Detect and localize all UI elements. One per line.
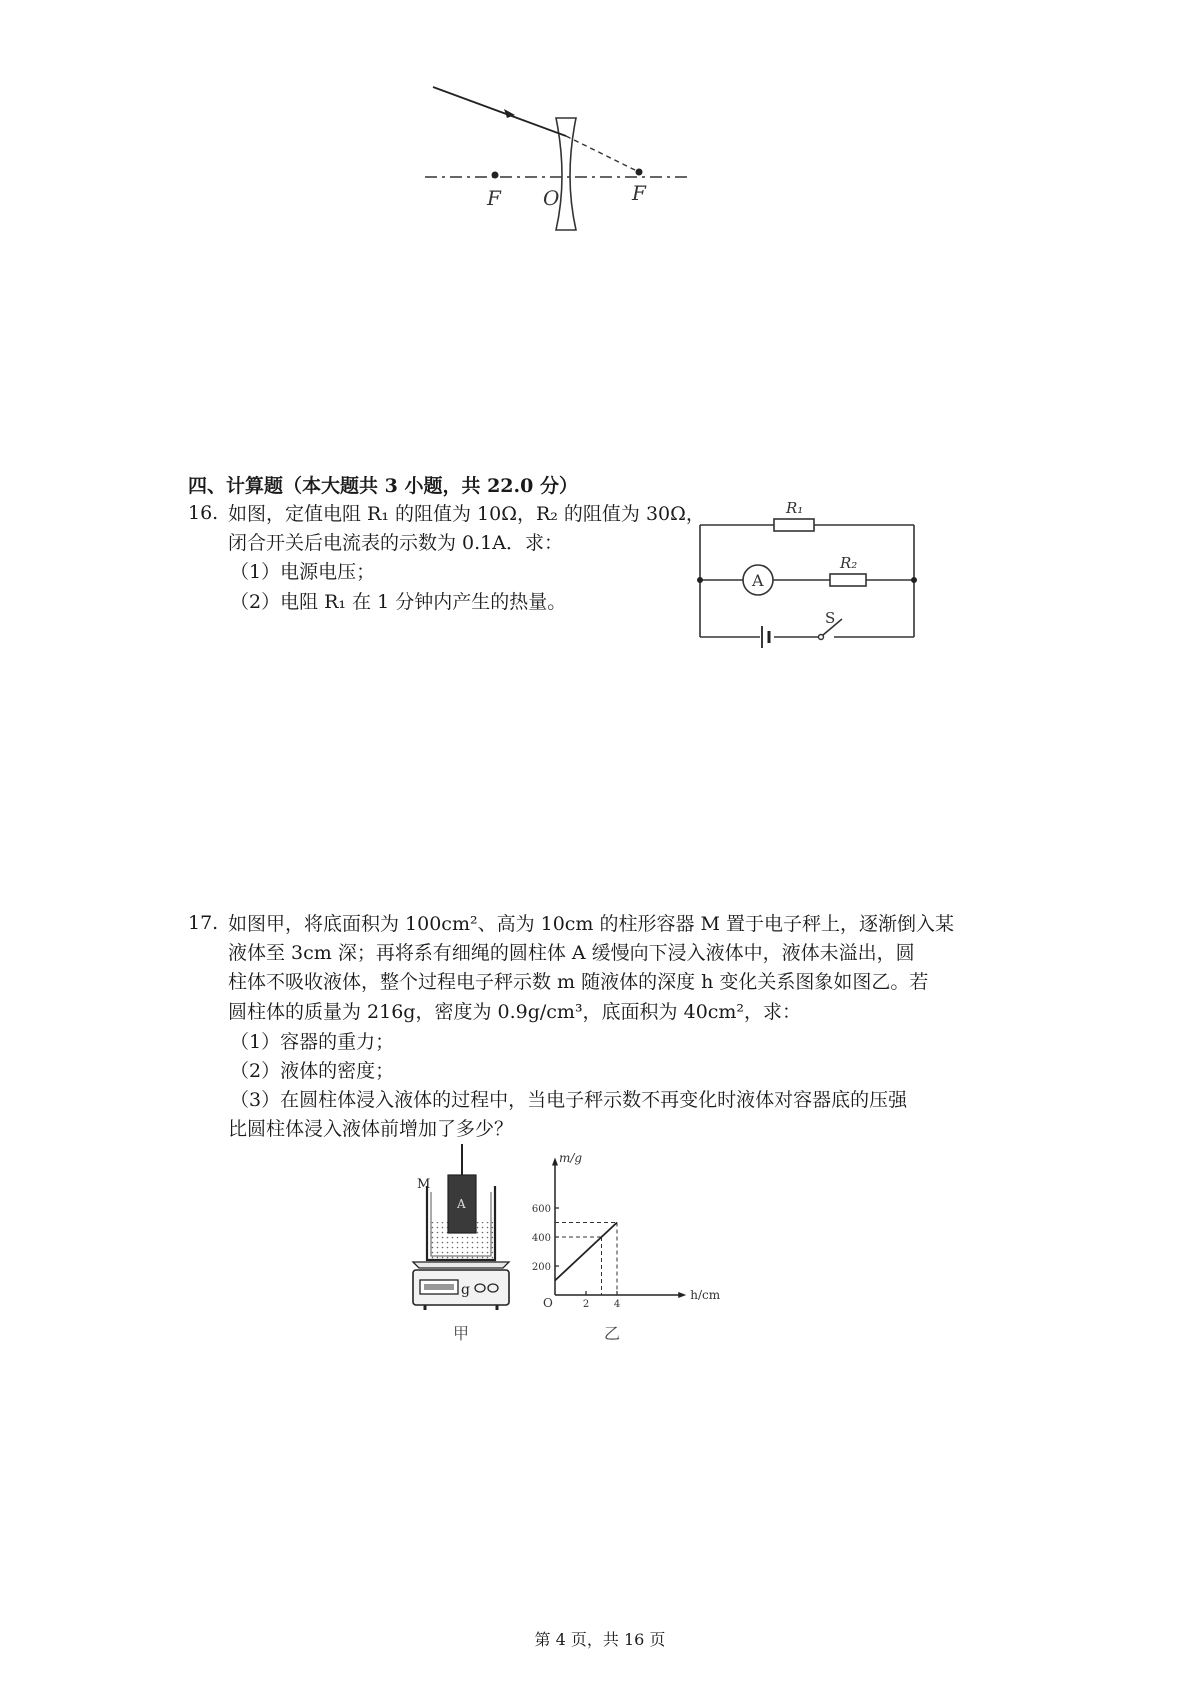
y-tick-label: 200 [531, 1262, 551, 1273]
y-tick-label: 400 [531, 1233, 551, 1244]
container-scale-figure [405, 1140, 523, 1350]
x-axis-label: h/cm [690, 1288, 721, 1302]
concave-lens-ray-diagram [425, 80, 695, 240]
r2-label: R₂ [840, 554, 858, 572]
focus-right-label: F [632, 181, 646, 205]
r1-label: R₁ [786, 499, 804, 517]
focus-left-label: F [487, 186, 501, 210]
page-footer: 第 4 页，共 16 页 [534, 1630, 666, 1649]
focus-left-point [492, 172, 499, 179]
q17-line-3: 柱体不吸收液体，整个过程电子秤示数 m 随液体的深度 h 变化关系图象如图乙。若 [228, 971, 929, 993]
concave-lens [556, 118, 576, 230]
origin-label: O [543, 1296, 553, 1310]
resistor-r1 [774, 519, 814, 531]
circuit-diagram [690, 495, 925, 647]
q17-line-5: （1）容器的重力； [230, 1031, 395, 1053]
q16-line-3: （1）电源电压； [230, 561, 376, 583]
q16-line-4: （2）电阻 R₁ 在 1 分钟内产生的热量。 [230, 591, 567, 613]
y-tick-label: 600 [531, 1204, 551, 1215]
incident-ray [433, 87, 566, 136]
mass-depth-chart [525, 1140, 721, 1350]
section-heading: 四、计算题（本大题共 3 小题，共 22.0 分） [188, 475, 578, 497]
q16-number: 16. [188, 502, 219, 524]
x-tick-label: 2 [582, 1299, 590, 1310]
scale-pan [413, 1262, 509, 1268]
optical-center-label: O [543, 186, 560, 210]
mass-depth-line [555, 1223, 617, 1281]
q17-number: 17. [188, 912, 219, 934]
q17-line-8: 比圆柱体浸入液体前增加了多少？ [228, 1118, 514, 1140]
y-axis-arrow-icon [552, 1158, 558, 1166]
container-m-label: M [417, 1177, 431, 1192]
q17-line-1: 如图甲，将底面积为 100cm²、高为 10cm 的柱形容器 M 置于电子秤上，逐渐倒入某 [228, 913, 955, 935]
x-tick-label: 4 [613, 1299, 621, 1310]
ray-extension-dashed [566, 136, 639, 172]
switch-label: S [825, 609, 836, 627]
q17-line-4: 圆柱体的质量为 216g，密度为 0.9g/cm³，底面积为 40cm²，求： [228, 1001, 802, 1023]
figure-jia-caption: 甲 [453, 1324, 470, 1343]
x-axis-arrow-icon [678, 1292, 686, 1298]
cylinder-a-label: A [457, 1197, 466, 1211]
y-axis-label: m/g [559, 1151, 583, 1165]
q16-line-2: 闭合开关后电流表的示数为 0.1A．求： [228, 532, 563, 554]
scale-display-digits [424, 1284, 454, 1290]
q17-line-6: （2）液体的密度； [230, 1060, 395, 1082]
scale-unit-label: g [461, 1282, 470, 1298]
q17-line-2: 液体至 3cm 深；再将系有细绳的圆柱体 A 缓慢向下浸入液体中，液体未溢出，圆 [228, 942, 915, 964]
ammeter-label: A [752, 571, 764, 590]
resistor-r2 [830, 574, 866, 586]
junction-right [911, 577, 917, 583]
q17-line-7: （3）在圆柱体浸入液体的过程中，当电子秤示数不再变化时液体对容器底的压强 [230, 1089, 908, 1111]
q16-line-1: 如图，定值电阻 R₁ 的阻值为 10Ω，R₂ 的阻值为 30Ω， [228, 503, 705, 525]
figure-yi-caption: 乙 [604, 1324, 621, 1343]
switch-contact [819, 635, 824, 640]
focus-right-point [636, 169, 643, 176]
junction-left [697, 577, 703, 583]
